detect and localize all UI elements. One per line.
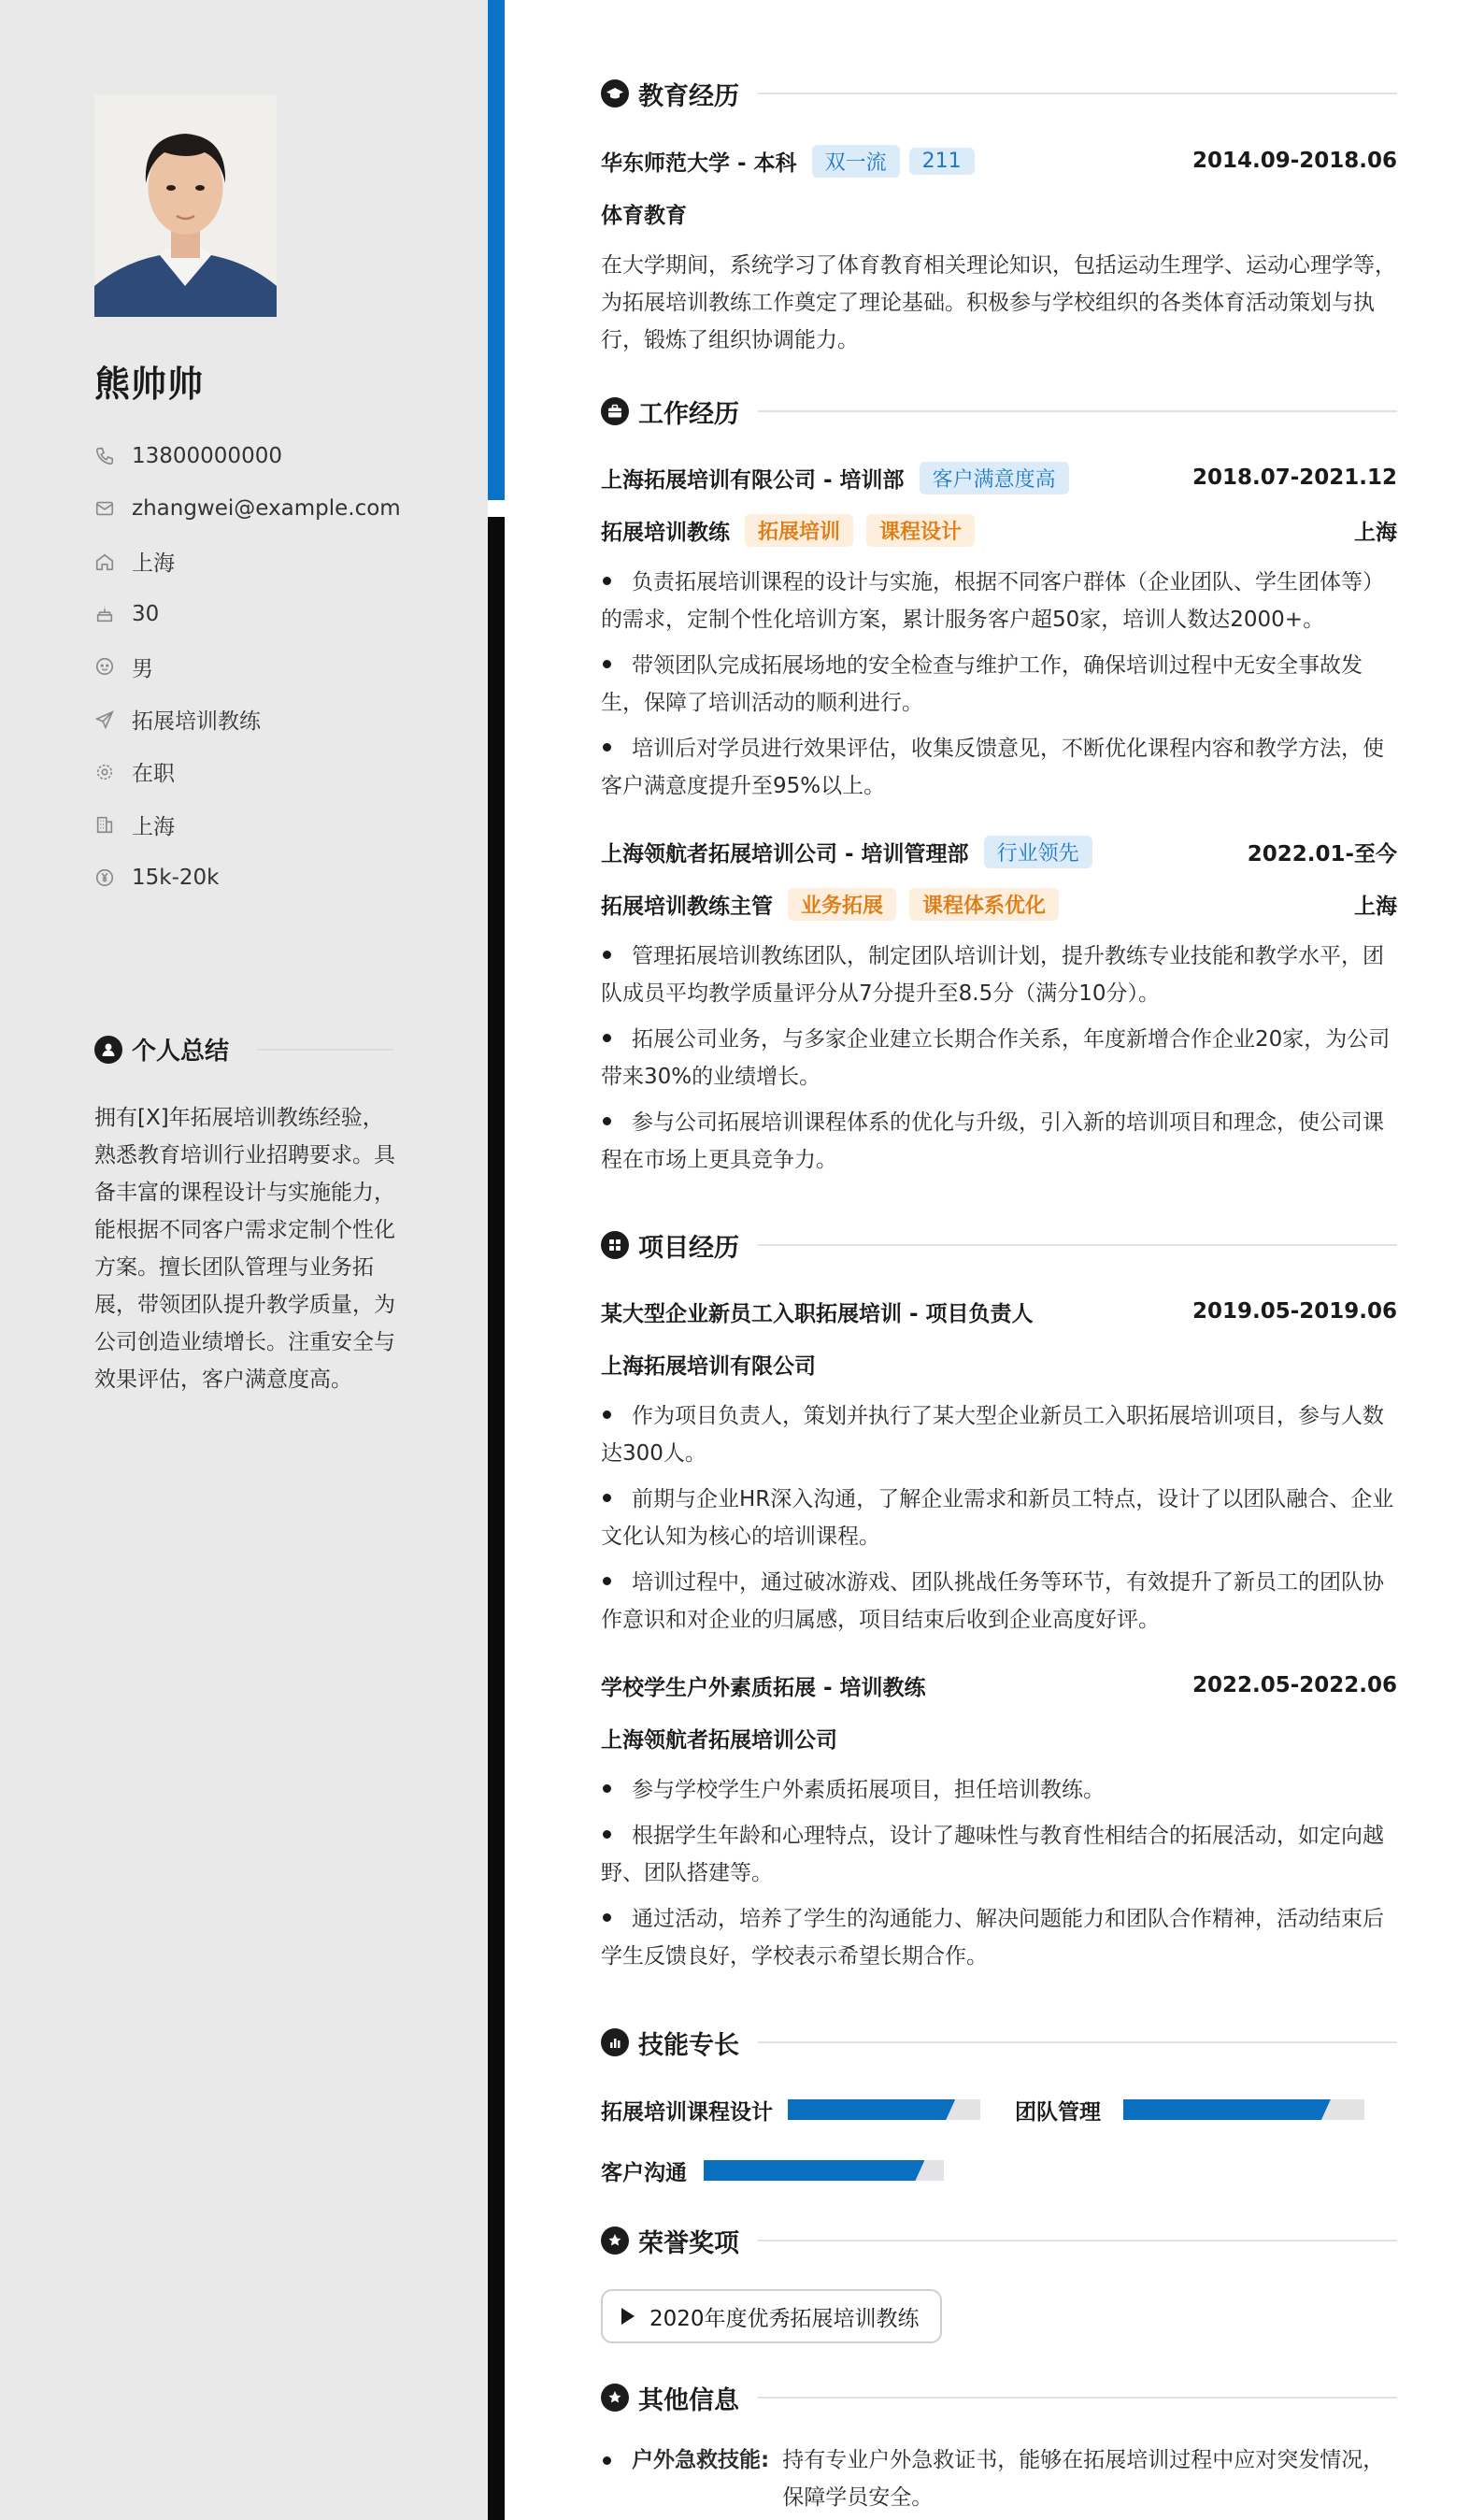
job-position: 拓展培训教练主管 bbox=[601, 894, 773, 919]
accent-stripe-blue bbox=[488, 0, 505, 500]
skill-label: 拓展培训课程设计 bbox=[601, 2099, 773, 2125]
project-name: 学校学生户外素质拓展 - 培训教练 bbox=[601, 1675, 926, 1700]
project-date: 2022.05-2022.06 bbox=[1191, 1673, 1397, 1697]
info-phone bbox=[94, 430, 468, 482]
skill-bar-fill bbox=[788, 2099, 955, 2120]
phone-icon bbox=[94, 446, 115, 466]
list-item bbox=[601, 1817, 1397, 1892]
status-icon bbox=[94, 762, 115, 782]
award-icon bbox=[601, 2226, 629, 2255]
bar-chart-icon bbox=[601, 2028, 629, 2056]
honors-title: 荣誉奖项 bbox=[638, 2228, 739, 2258]
list-item bbox=[601, 647, 1397, 722]
job-tag: 客户满意度高 bbox=[920, 462, 1069, 494]
info-gender-text: 男 bbox=[132, 656, 153, 681]
candidate-name: 熊帅帅 bbox=[94, 364, 205, 405]
projects-heading bbox=[601, 1226, 1397, 1264]
info-position bbox=[94, 693, 468, 745]
job-tag: 行业领先 bbox=[984, 836, 1092, 868]
job-date: 2018.07-2021.12 bbox=[1191, 465, 1397, 490]
job-skill-tag: 拓展培训 bbox=[745, 514, 853, 547]
bullet-text: 培训过程中，通过破冰游戏、团队挑战任务等环节，有效提升了新员工的团队协作意识和对企业的归属感，项目结束后收到企业高度好评。 bbox=[601, 1570, 1384, 1632]
skill-item bbox=[601, 2156, 944, 2184]
other-heading bbox=[601, 2379, 1397, 2416]
bullet-text: 参与学校学生户外素质拓展项目，担任培训教练。 bbox=[632, 1778, 1105, 1802]
project-org-row bbox=[601, 1721, 1397, 1754]
skill-bar bbox=[1123, 2099, 1364, 2120]
education-school-row bbox=[601, 144, 1397, 178]
face-icon bbox=[94, 656, 115, 677]
list-item bbox=[601, 1104, 1397, 1179]
award-text: 2020年度优秀拓展培训教练 bbox=[649, 2306, 920, 2331]
project-name-row bbox=[601, 1668, 1397, 1702]
project-name: 某大型企业新员工入职拓展培训 - 项目负责人 bbox=[601, 1301, 1034, 1326]
summary-divider bbox=[257, 1049, 393, 1051]
list-item bbox=[601, 1021, 1397, 1095]
skill-bar bbox=[788, 2099, 980, 2120]
accent-stripe-black bbox=[488, 517, 505, 2520]
school-tag: 双一流 bbox=[812, 145, 900, 178]
education-title: 教育经历 bbox=[638, 81, 739, 111]
job-skill-tag: 课程设计 bbox=[866, 514, 975, 547]
education-date: 2014.09-2018.06 bbox=[1191, 149, 1397, 173]
info-email bbox=[94, 482, 468, 535]
info-status-text: 在职 bbox=[132, 762, 175, 787]
job-city: 上海 bbox=[1354, 894, 1397, 919]
other-value: 持有专业户外急救证书，能够在拓展培训过程中应对突发情况，保障学员安全。 bbox=[782, 2448, 1385, 2510]
list-item bbox=[601, 1481, 1397, 1555]
summary-title: 个人总结 bbox=[132, 1038, 230, 1066]
play-icon bbox=[621, 2308, 635, 2325]
bullet-text: 作为项目负责人，策划并执行了某大型企业新员工入职拓展培训项目，参与人数达300人。 bbox=[601, 1404, 1384, 1466]
sidebar bbox=[0, 0, 488, 2520]
bullet-text: 拓展公司业务，与多家企业建立长期合作关系，年度新增合作企业20家，为公司带来30%的业绩增长。 bbox=[601, 1027, 1391, 1089]
award-badge bbox=[601, 2289, 942, 2343]
bullet-text: 管理拓展培训教练团队，制定团队培训计划，提升教练专业技能和教学水平，团队成员平均教学质量评分从7分提升至8.5分（满分10分）。 bbox=[601, 944, 1384, 1006]
info-city-text: 上海 bbox=[132, 814, 175, 839]
job-skill-tag: 课程体系优化 bbox=[909, 888, 1059, 921]
briefcase-icon bbox=[601, 397, 629, 425]
profile-photo bbox=[94, 94, 277, 317]
skill-bar-fill bbox=[704, 2160, 924, 2181]
other-key: 户外急救技能: bbox=[632, 2448, 770, 2472]
project-org-row bbox=[601, 1347, 1397, 1381]
job-position-row bbox=[601, 513, 1397, 547]
home-icon bbox=[94, 551, 115, 572]
project-bullets bbox=[601, 1397, 1397, 1647]
job-position: 拓展培训教练 bbox=[601, 520, 730, 545]
bullet-text: 前期与企业HR深入沟通，了解企业需求和新员工特点，设计了以团队融合、企业文化认知为核心的培训课程。 bbox=[601, 1487, 1394, 1549]
school-name: 华东师范大学 - 本科 bbox=[601, 150, 797, 176]
list-item bbox=[601, 1900, 1397, 1975]
project-org: 上海领航者拓展培训公司 bbox=[601, 1727, 837, 1753]
summary-heading bbox=[94, 1032, 393, 1067]
bullet-text: 培训后对学员进行效果评估，收集反馈意见，不断优化课程内容和教学方法，使客户满意度提升至95%以上。 bbox=[601, 737, 1384, 798]
yen-icon bbox=[94, 867, 115, 888]
list-item bbox=[601, 1771, 1397, 1809]
honors-divider bbox=[758, 2240, 1397, 2241]
info-location bbox=[94, 536, 468, 588]
project-date: 2019.05-2019.06 bbox=[1191, 1299, 1397, 1324]
job-city: 上海 bbox=[1354, 520, 1397, 545]
school-tag: 211 bbox=[909, 148, 975, 175]
cake-icon bbox=[94, 604, 115, 624]
work-title: 工作经历 bbox=[638, 399, 739, 429]
info-city bbox=[94, 798, 468, 851]
bullet-text: 负责拓展培训课程的设计与实施，根据不同客户群体（企业团队、学生团体等）的需求，定制个性化培训方案，累计服务客户超50家，培训人数达2000+。 bbox=[601, 570, 1384, 632]
job-company: 上海领航者拓展培训公司 - 培训管理部 bbox=[601, 841, 969, 866]
info-gender bbox=[94, 640, 468, 693]
mail-icon bbox=[94, 498, 115, 519]
info-age bbox=[94, 588, 468, 640]
honors-heading bbox=[601, 2222, 1397, 2259]
other-title: 其他信息 bbox=[638, 2385, 739, 2415]
info-position-text: 拓展培训教练 bbox=[132, 709, 261, 735]
job-company-row bbox=[601, 461, 1397, 494]
skills-divider bbox=[758, 2041, 1397, 2043]
job-company-row bbox=[601, 835, 1397, 868]
job-skill-tag: 业务拓展 bbox=[788, 888, 896, 921]
info-status bbox=[94, 746, 468, 798]
project-org: 上海拓展培训有限公司 bbox=[601, 1353, 816, 1379]
projects-divider bbox=[758, 1244, 1397, 1246]
skill-item bbox=[601, 2096, 980, 2124]
list-item bbox=[601, 730, 1397, 805]
job-bullets bbox=[601, 938, 1397, 1187]
skills-title: 技能专长 bbox=[638, 2030, 739, 2060]
skill-label: 客户沟通 bbox=[601, 2160, 687, 2185]
project-bullets bbox=[601, 1771, 1397, 1983]
info-age-text: 30 bbox=[132, 602, 160, 627]
skill-bar-fill bbox=[1123, 2099, 1331, 2120]
grid-icon bbox=[601, 1231, 629, 1259]
major-name: 体育教育 bbox=[601, 203, 687, 228]
education-heading bbox=[601, 75, 1397, 112]
skill-bar bbox=[704, 2160, 944, 2181]
job-bullets bbox=[601, 564, 1397, 813]
job-date: 2022.01-至今 bbox=[1247, 841, 1397, 866]
education-description: 在大学期间，系统学习了体育教育相关理论知识，包括运动生理学、运动心理学等，为拓展培训教练工作奠定了理论基础。积极参与学校组织的各类体育活动策划与执行，锻炼了组织协调能力。 bbox=[601, 253, 1396, 352]
info-salary-text: 15k-20k bbox=[132, 865, 220, 890]
job-company: 上海拓展培训有限公司 - 培训部 bbox=[601, 467, 905, 493]
project-name-row bbox=[601, 1295, 1397, 1328]
info-icon bbox=[601, 2384, 629, 2412]
bullet-text: 参与公司拓展培训课程体系的优化与升级，引入新的培训项目和理念，使公司课程在市场上更具竞争力。 bbox=[601, 1110, 1384, 1172]
bullet-text: 根据学生年龄和心理特点，设计了趣味性与教育性相结合的拓展活动，如定向越野、团队搭建等。 bbox=[601, 1824, 1384, 1885]
person-icon bbox=[94, 1036, 122, 1064]
info-phone-text: 13800000000 bbox=[132, 444, 282, 469]
other-divider bbox=[758, 2397, 1397, 2398]
list-item bbox=[601, 1564, 1397, 1639]
list-item bbox=[601, 1397, 1397, 1472]
skills-heading bbox=[601, 2024, 1397, 2061]
projects-title: 项目经历 bbox=[638, 1233, 739, 1263]
bullet-text: 带领团队完成拓展场地的安全检查与维护工作，确保培训过程中无安全事故发生，保障了培训活动的顺利进行。 bbox=[601, 653, 1363, 715]
education-divider bbox=[758, 93, 1397, 94]
summary-text: 拥有[X]年拓展培训教练经验，熟悉教育培训行业招聘要求。具备丰富的课程设计与实施能力，能根据不同客户需求定制个性化方案。擅长团队管理与业务拓展，带领团队提升教学质量，为公司创造业绩增长。注重安全与效果评估，客户满意度高。 bbox=[94, 1106, 395, 1392]
building-icon bbox=[94, 814, 115, 835]
bullet-text: 通过活动，培养了学生的沟通能力、解决问题能力和团队合作精神，活动结束后学生反馈良好，学校表示希望长期合作。 bbox=[601, 1907, 1384, 1969]
skill-label: 团队管理 bbox=[1015, 2099, 1101, 2125]
skill-item bbox=[1015, 2096, 1364, 2124]
info-salary bbox=[94, 851, 468, 903]
graduation-cap-icon bbox=[601, 79, 629, 107]
info-email-text: zhangwei@example.com bbox=[132, 496, 401, 522]
education-major-row bbox=[601, 196, 1397, 230]
contact-info-list bbox=[94, 430, 468, 904]
work-divider bbox=[758, 410, 1397, 412]
work-heading bbox=[601, 393, 1397, 430]
info-location-text: 上海 bbox=[132, 551, 175, 577]
job-position-row bbox=[601, 887, 1397, 921]
other-item bbox=[601, 2441, 1397, 2516]
send-icon bbox=[94, 709, 115, 730]
list-item bbox=[601, 564, 1397, 638]
list-item bbox=[601, 938, 1397, 1012]
profile-photo-illustration bbox=[94, 94, 277, 317]
